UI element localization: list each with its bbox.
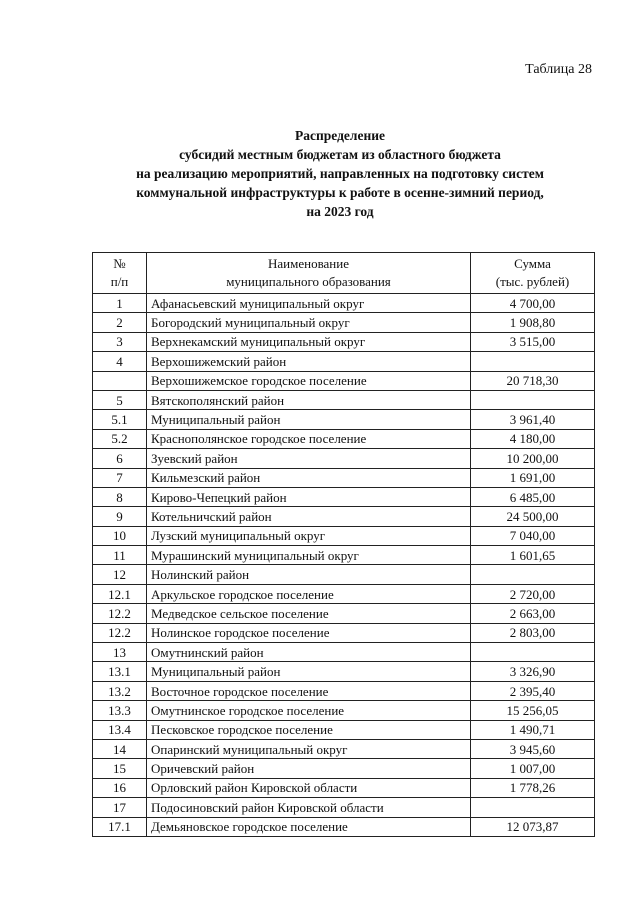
row-sum-cell: 7 040,00	[471, 526, 595, 545]
row-sum-cell: 2 720,00	[471, 584, 595, 603]
row-sum-cell: 20 718,30	[471, 371, 595, 390]
row-name-cell: Медведское сельское поселение	[147, 604, 471, 623]
table-row	[93, 662, 595, 681]
row-number-cell: 5.1	[93, 410, 147, 429]
table-row	[93, 643, 595, 662]
row-number-cell: 13.1	[93, 662, 147, 681]
row-name-cell: Омутнинское городское поселение	[147, 701, 471, 720]
row-number-cell: 12.2	[93, 604, 147, 623]
row-number-cell: 12	[93, 565, 147, 584]
title-line: на реализацию мероприятий, направленных на подготовку систем	[136, 166, 544, 181]
header-sum-line1: Сумма	[514, 256, 551, 271]
row-sum-cell: 3 515,00	[471, 332, 595, 351]
header-name	[147, 253, 471, 294]
table-row	[93, 526, 595, 545]
row-sum-cell	[471, 643, 595, 662]
row-sum-cell: 4 700,00	[471, 294, 595, 313]
row-name-cell: Афанасьевский муниципальный округ	[147, 294, 471, 313]
row-name-cell: Котельничский район	[147, 507, 471, 526]
row-sum-cell	[471, 352, 595, 371]
table-row	[93, 468, 595, 487]
row-name-cell: Зуевский район	[147, 449, 471, 468]
table-row	[93, 720, 595, 739]
row-name-cell: Мурашинский муниципальный округ	[147, 546, 471, 565]
table-row	[93, 313, 595, 332]
header-sum	[471, 253, 595, 294]
row-number-cell: 5.2	[93, 429, 147, 448]
row-number-cell: 17	[93, 798, 147, 817]
row-sum-cell: 4 180,00	[471, 429, 595, 448]
table-row	[93, 390, 595, 409]
table-body	[93, 294, 595, 837]
row-name-cell: Нолинский район	[147, 565, 471, 584]
row-name-cell: Восточное городское поселение	[147, 681, 471, 700]
header-number	[93, 253, 147, 294]
table-row	[93, 798, 595, 817]
row-name-cell: Верхнекамский муниципальный округ	[147, 332, 471, 351]
row-sum-cell: 1 601,65	[471, 546, 595, 565]
row-sum-cell: 3 945,60	[471, 739, 595, 758]
row-sum-cell	[471, 798, 595, 817]
title-line: субсидий местным бюджетам из областного бюджета	[179, 147, 501, 162]
title-line: на 2023 год	[306, 204, 374, 219]
row-name-cell: Демьяновское городское поселение	[147, 817, 471, 836]
row-number-cell: 3	[93, 332, 147, 351]
document-title	[60, 126, 620, 221]
row-sum-cell: 6 485,00	[471, 487, 595, 506]
row-number-cell: 9	[93, 507, 147, 526]
row-name-cell: Верхошижемский район	[147, 352, 471, 371]
row-sum-cell: 2 803,00	[471, 623, 595, 642]
row-number-cell: 17.1	[93, 817, 147, 836]
row-number-cell: 13.3	[93, 701, 147, 720]
row-number-cell: 5	[93, 390, 147, 409]
row-number-cell	[93, 371, 147, 390]
row-sum-cell	[471, 565, 595, 584]
row-name-cell: Омутнинский район	[147, 643, 471, 662]
row-number-cell: 13.4	[93, 720, 147, 739]
row-number-cell: 10	[93, 526, 147, 545]
title-line: коммунальной инфраструктуры к работе в осенне-зимний период,	[136, 185, 544, 200]
row-name-cell: Аркульское городское поселение	[147, 584, 471, 603]
row-number-cell: 8	[93, 487, 147, 506]
table-row	[93, 294, 595, 313]
row-sum-cell: 3 961,40	[471, 410, 595, 429]
table-row	[93, 449, 595, 468]
row-sum-cell: 1 007,00	[471, 759, 595, 778]
row-sum-cell: 15 256,05	[471, 701, 595, 720]
row-number-cell: 12.1	[93, 584, 147, 603]
row-number-cell: 1	[93, 294, 147, 313]
table-row	[93, 371, 595, 390]
row-name-cell: Опаринский муниципальный округ	[147, 739, 471, 758]
subsidy-table	[92, 252, 595, 837]
table-number-label: Таблица 28	[525, 62, 592, 77]
table-row	[93, 565, 595, 584]
row-sum-cell: 24 500,00	[471, 507, 595, 526]
row-number-cell: 16	[93, 778, 147, 797]
row-sum-cell: 10 200,00	[471, 449, 595, 468]
row-sum-cell: 12 073,87	[471, 817, 595, 836]
row-number-cell: 11	[93, 546, 147, 565]
row-number-cell: 6	[93, 449, 147, 468]
row-name-cell: Песковское городское поселение	[147, 720, 471, 739]
row-name-cell: Подосиновский район Кировской области	[147, 798, 471, 817]
table-row	[93, 739, 595, 758]
table-row	[93, 332, 595, 351]
row-name-cell: Кильмезский район	[147, 468, 471, 487]
row-number-cell: 7	[93, 468, 147, 487]
table-row	[93, 487, 595, 506]
table-row	[93, 759, 595, 778]
row-name-cell: Верхошижемское городское поселение	[147, 371, 471, 390]
row-number-cell: 4	[93, 352, 147, 371]
header-number-line2: п/п	[110, 274, 129, 289]
row-sum-cell: 1 908,80	[471, 313, 595, 332]
row-number-cell: 12.2	[93, 623, 147, 642]
table-row	[93, 410, 595, 429]
row-number-cell: 2	[93, 313, 147, 332]
table-row	[93, 429, 595, 448]
table-row	[93, 604, 595, 623]
table-row	[93, 817, 595, 836]
row-number-cell: 15	[93, 759, 147, 778]
row-name-cell: Богородский муниципальный округ	[147, 313, 471, 332]
table-row	[93, 623, 595, 642]
row-name-cell: Нолинское городское поселение	[147, 623, 471, 642]
table-header-row	[93, 253, 595, 294]
row-number-cell: 13	[93, 643, 147, 662]
row-sum-cell: 1 778,26	[471, 778, 595, 797]
row-name-cell: Оричевский район	[147, 759, 471, 778]
row-name-cell: Орловский район Кировской области	[147, 778, 471, 797]
row-name-cell: Лузский муниципальный округ	[147, 526, 471, 545]
table-row	[93, 778, 595, 797]
row-name-cell: Муниципальный район	[147, 662, 471, 681]
row-name-cell: Краснополянское городское поселение	[147, 429, 471, 448]
row-sum-cell	[471, 390, 595, 409]
table-row	[93, 681, 595, 700]
row-number-cell: 13.2	[93, 681, 147, 700]
title-line: Распределение	[294, 128, 386, 143]
row-number-cell: 14	[93, 739, 147, 758]
row-name-cell: Кирово-Чепецкий район	[147, 487, 471, 506]
table-row	[93, 507, 595, 526]
row-sum-cell: 2 395,40	[471, 681, 595, 700]
row-sum-cell: 3 326,90	[471, 662, 595, 681]
table-row	[93, 701, 595, 720]
header-sum-line2: (тыс. рублей)	[495, 274, 570, 289]
header-name-line1: Наименование	[268, 256, 349, 271]
table-row	[93, 546, 595, 565]
row-sum-cell: 2 663,00	[471, 604, 595, 623]
row-name-cell: Муниципальный район	[147, 410, 471, 429]
row-name-cell: Вятскополянский район	[147, 390, 471, 409]
table-row	[93, 584, 595, 603]
row-sum-cell: 1 691,00	[471, 468, 595, 487]
header-name-line2: муниципального образования	[226, 274, 391, 289]
table-row	[93, 352, 595, 371]
header-number-line1: №	[113, 256, 126, 271]
row-sum-cell: 1 490,71	[471, 720, 595, 739]
